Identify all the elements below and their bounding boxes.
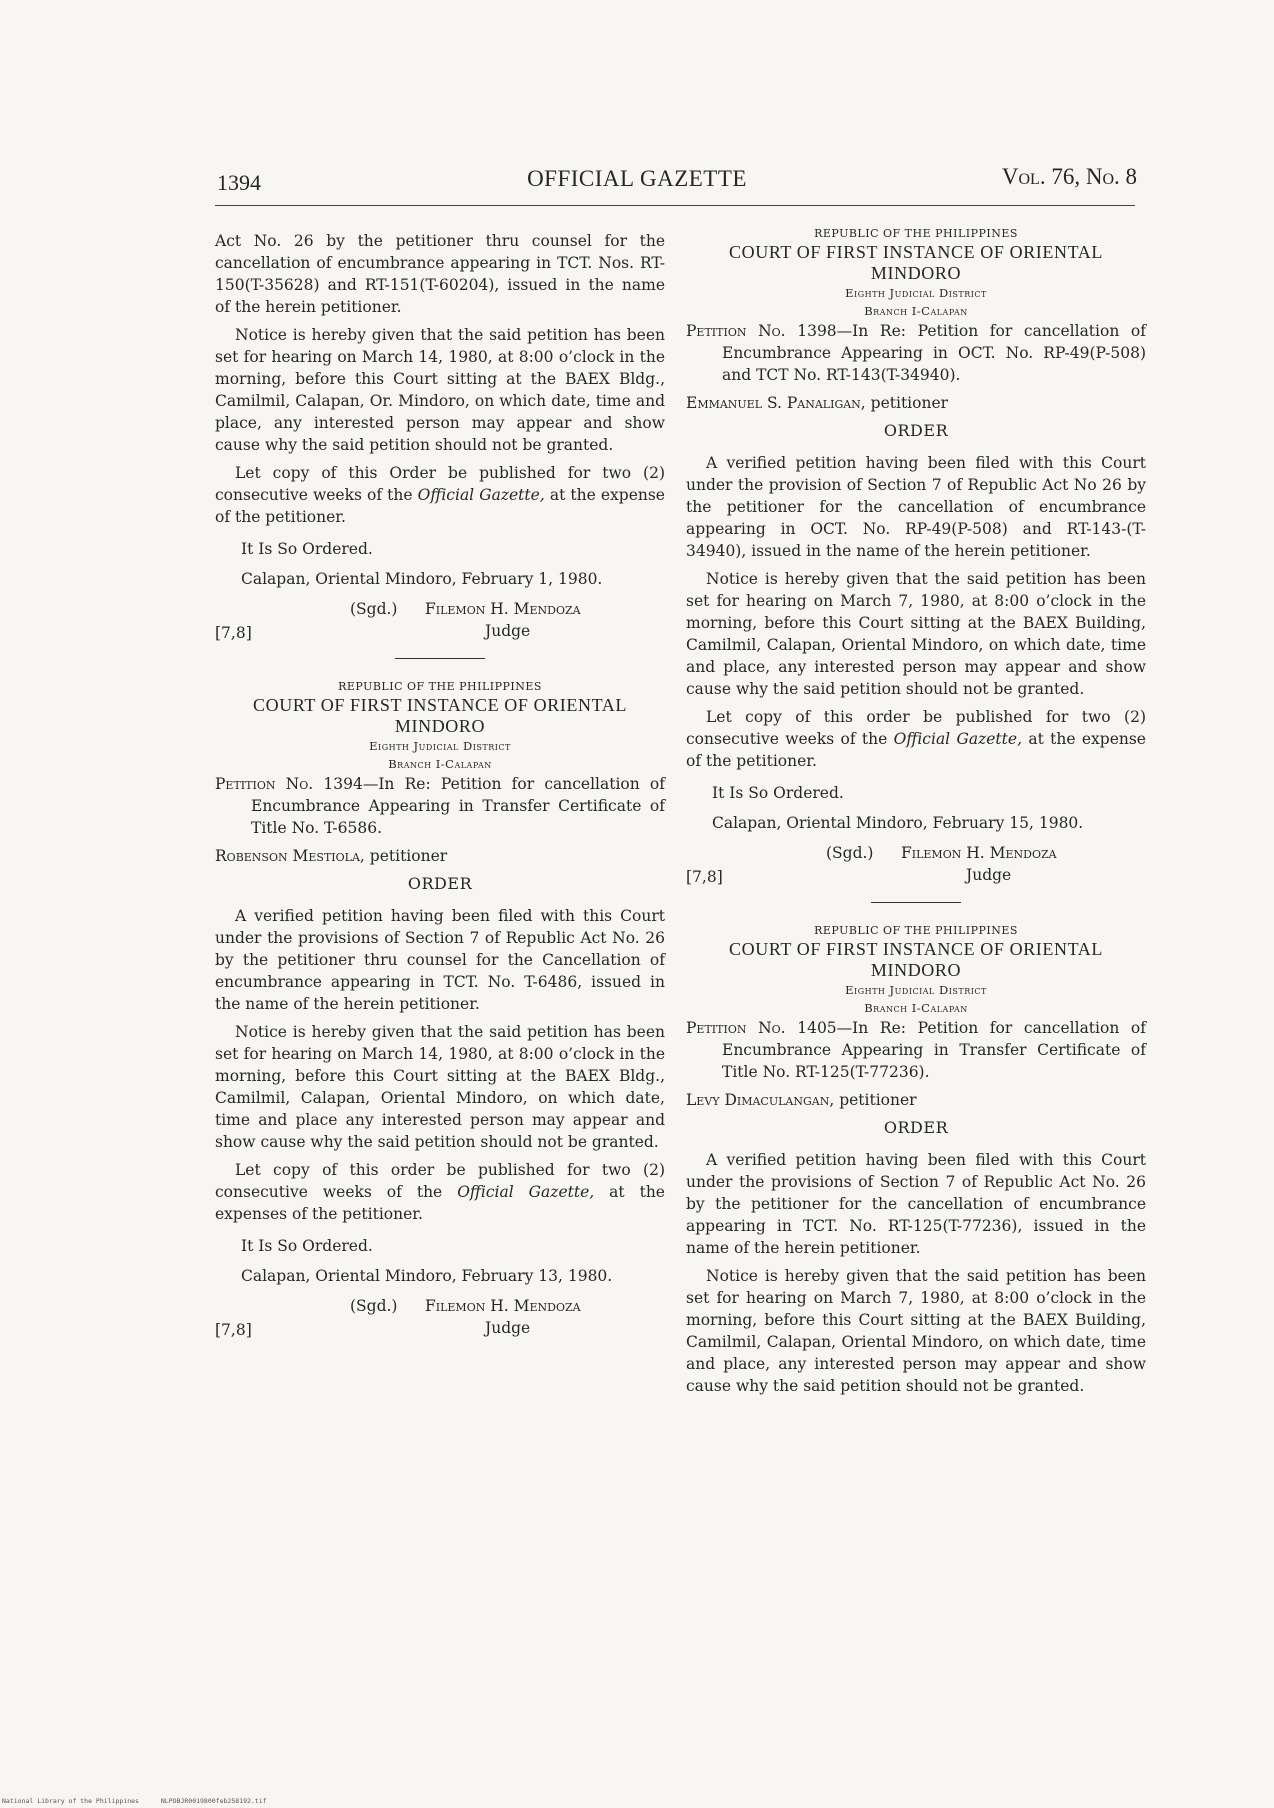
republic-heading: REPUBLIC OF THE PHILIPPINES (814, 227, 1018, 240)
header-rule (215, 205, 1135, 206)
petitioner-line (215, 845, 665, 867)
left-column (215, 230, 665, 1347)
court-heading: COURT OF FIRST INSTANCE OF ORIENTAL MINDORO (253, 695, 627, 736)
publish-text-end: at the expense of the petitioner. (215, 486, 665, 526)
publish-text: Let copy of this Order be published for two (2) consecutive weeks of the (215, 464, 665, 504)
place-date: Calapan, Oriental Mindoro, February 1, 1980. (241, 570, 603, 588)
petitioner-line (686, 1089, 1146, 1111)
gazette-name: Official Gazette, (417, 486, 545, 504)
petitioner-label: petitioner (834, 1091, 917, 1109)
signature-block (215, 598, 665, 644)
signature-block-2 (215, 1295, 665, 1341)
so-ordered: It Is So Ordered. (712, 784, 844, 802)
petition-text: —In Re: Petition for cancellation of Encumbrance Appearing in Transfer Certificate of Title No. RT-125(T-77236). (722, 1019, 1147, 1081)
publish-text: Let copy of this order be published for two (2) consecutive weeks of the (686, 708, 1146, 748)
issue-reference: [7,8] (686, 868, 723, 886)
branch-heading: Branch I-Calapan (864, 304, 968, 318)
sgd-label: (Sgd.) (826, 844, 874, 862)
judge-title: Judge (485, 1319, 531, 1337)
petition-title (686, 320, 1146, 386)
order-body-1: A verified petition having been filed with this Court under the provisions of Section 7 of Republic Act No. 26 by the petitioner for the cancellation of encumbrance appearing in TCT. No. RT-125(T-77236), issued in the name of the herein petitioner. (686, 1151, 1146, 1257)
issue-reference: [7,8] (215, 624, 252, 642)
place-date-2: Calapan, Oriental Mindoro, February 13, 1980. (241, 1267, 613, 1285)
section-divider (395, 658, 485, 659)
order-body-2: Notice is hereby given that the said petition has been set for hearing on March 7, 1980, at 8:00 o’clock in the morning, before this Court sitting at the BAEX Building, Camilmil, Calapan, Oriental Mindoro, on which date, time and place, any interested person may appear and show cause why the said petition should not be granted. (686, 570, 1146, 698)
judge-name: Filemon H. Mendoza (425, 600, 581, 618)
publish-text-end: at the expense of the petitioner. (686, 730, 1146, 770)
signature-block (686, 842, 1146, 888)
sgd-label: (Sgd.) (350, 600, 398, 618)
republic-heading: REPUBLIC OF THE PHILIPPINES (814, 924, 1018, 937)
library-credit: National Library of the Philippines (2, 1797, 139, 1805)
sgd-label: (Sgd.) (350, 1297, 398, 1315)
petitioner-label: petitioner (865, 394, 949, 412)
petitioner-name: Levy Dimaculangan, (686, 1091, 835, 1109)
district-heading: Eighth Judicial District (369, 739, 511, 753)
page-header (0, 162, 1274, 206)
petitioner-label: petitioner (364, 847, 448, 865)
notice-paragraph: Notice is hereby given that the said petition has been set for hearing on March 14, 1980, at 8:00 o’clock in the morning, before this Court sitting at the BAEX Bldg., Camilmil, Calapan, Or. Mindoro, on which date, time and place, any interested person may appear and show cause why the said petition should not be granted. (215, 326, 665, 454)
section-divider (871, 902, 961, 903)
republic-heading: REPUBLIC OF THE PHILIPPINES (338, 680, 542, 693)
district-heading: Eighth Judicial District (845, 286, 987, 300)
branch-heading: Branch I-Calapan (388, 757, 492, 771)
so-ordered: It Is So Ordered. (241, 540, 373, 558)
order-heading: ORDER (883, 1118, 949, 1137)
gazette-name: Official Gazette, (893, 730, 1022, 748)
judge-name: Filemon H. Mendoza (425, 1297, 581, 1315)
volume-label: Vol. 76, No. 8 (1001, 164, 1137, 189)
judge-title: Judge (485, 622, 531, 640)
so-ordered-2: It Is So Ordered. (241, 1237, 373, 1255)
order-body-1: A verified petition having been filed with this Court under the provisions of Section 7 of Republic Act No. 26 by the petitioner thru counsel for the Cancellation of encumbrance appearing in TCT. No. T-6486, issued in the name of the herein petitioner. (215, 907, 665, 1013)
petition-title (686, 1017, 1146, 1083)
continued-paragraph: Act No. 26 by the petitioner thru counsel for the cancellation of encumbrance appearing in TCT. Nos. RT-150(T-35628) and RT-151(T-60204), issued in the name of the herein petitioner. (215, 232, 665, 316)
branch-heading: Branch I-Calapan (864, 1001, 968, 1015)
publish-paragraph (686, 706, 1146, 772)
publish-text-end: at the expenses of the petitioner. (215, 1183, 665, 1223)
judge-title: Judge (966, 866, 1012, 884)
order-heading: ORDER (407, 874, 473, 893)
order-body-2: Notice is hereby given that the said petition has been set for hearing on March 14, 1980, at 8:00 o’clock in the morning, before this Court sitting at the BAEX Bldg., Camilmil, Calapan, Oriental Mindoro, on which date, time and place any interested person may appear and show cause why the said petition should not be granted. (215, 1023, 665, 1151)
district-heading: Eighth Judicial District (845, 983, 987, 997)
order-heading: ORDER (883, 421, 949, 440)
petition-number: Petition No. 1405 (686, 1019, 837, 1037)
petitioner-name: Robenson Mestiola, (215, 847, 365, 865)
petitioner-line (686, 392, 1146, 414)
judge-name: Filemon H. Mendoza (901, 844, 1057, 862)
petition-text: —In Re: Petition for cancellation of Encumbrance Appearing in OCT. No. RP-49(P-508) and TCT No. RT-143(T-34940). (722, 322, 1147, 384)
order-body-2: Notice is hereby given that the said petition has been set for hearing on March 7, 1980, at 8:00 o’clock in the morning, before this Court sitting at the BAEX Building, Camilmil, Calapan, Oriental Mindoro, on which date, time and place, any interested person may appear and show cause why the said petition should not be granted. (686, 1267, 1146, 1395)
petition-text: —In Re: Petition for cancellation of Encumbrance Appearing in Transfer Certificate of Title No. T-6586. (251, 775, 665, 837)
order-body-1: A verified petition having been filed with this Court under the provision of Section 7 of Republic Act No 26 by the petitioner for the cancellation of encumbrance appearing in OCT. No. RP-49(P-508) and RT-143-(T-34940), issued in the name of the herein petitioner. (686, 454, 1146, 560)
scan-footer (2, 1797, 285, 1805)
publish-paragraph-2 (215, 1159, 665, 1225)
place-date: Calapan, Oriental Mindoro, February 15, 1980. (712, 814, 1084, 832)
gazette-name: Official Gazette, (457, 1183, 595, 1201)
petition-title (215, 773, 665, 839)
page-title: OFFICIAL GAZETTE (527, 166, 747, 191)
petitioner-name: Emmanuel S. Panaligan, (686, 394, 866, 412)
petition-number: Petition No. 1398 (686, 322, 837, 340)
court-heading: COURT OF FIRST INSTANCE OF ORIENTAL MINDORO (729, 242, 1103, 283)
publish-paragraph (215, 462, 665, 528)
right-column (686, 226, 1146, 1403)
court-heading: COURT OF FIRST INSTANCE OF ORIENTAL MINDORO (729, 939, 1103, 980)
petition-number: Petition No. 1394 (215, 775, 363, 793)
page-number: 1394 (217, 170, 261, 195)
publish-text: Let copy of this order be published for two (2) consecutive weeks of the (215, 1161, 665, 1201)
issue-reference: [7,8] (215, 1321, 252, 1339)
file-id: NLPOBJR0019800feb258192.tif (160, 1797, 267, 1805)
